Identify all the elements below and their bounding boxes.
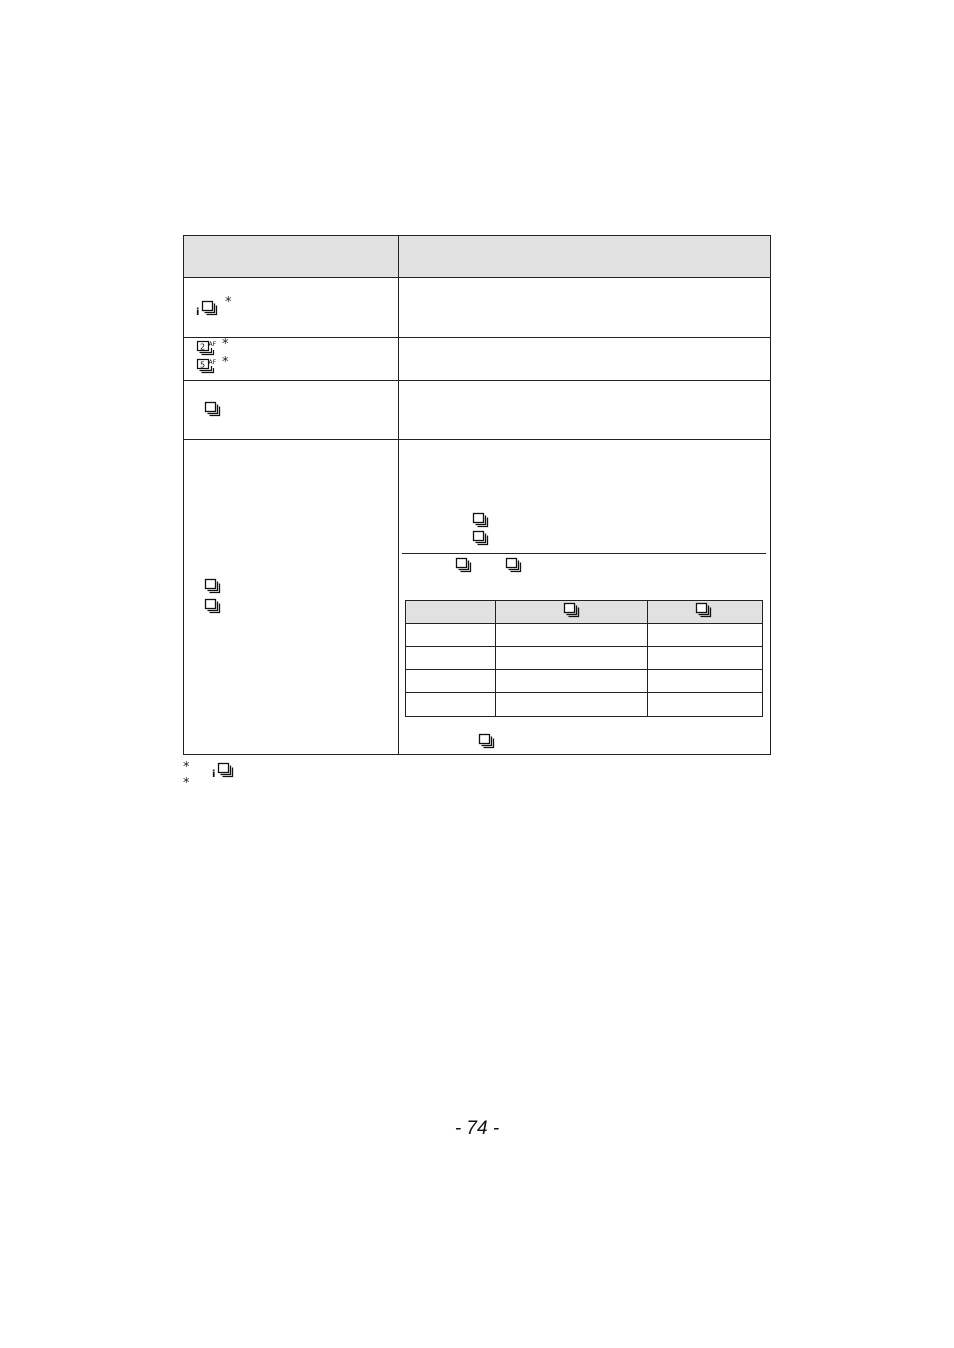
intelligent-burst-icon: [212, 762, 236, 785]
footnote-mark: *: [222, 337, 229, 352]
icon-af: AF: [208, 359, 217, 366]
inner-table-border: [405, 716, 763, 717]
burst-icon: [472, 530, 492, 553]
table-row-divider: [183, 380, 771, 381]
burst-5-af-icon: [196, 357, 220, 380]
table-border-right: [770, 235, 771, 755]
inner-table-border: [405, 646, 763, 647]
burst-icon: [563, 602, 583, 625]
inner-table-border: [495, 600, 496, 717]
table-border-top: [183, 235, 771, 236]
footnote-mark: *: [183, 776, 190, 791]
inner-table-border: [405, 669, 763, 670]
table-row-divider: [183, 439, 771, 440]
table-column-divider: [398, 235, 399, 755]
footnote-mark: *: [222, 355, 229, 370]
icon-af: AF: [208, 341, 217, 348]
icon-letter-i: i: [196, 307, 200, 318]
inner-table-border: [647, 600, 648, 717]
inner-table-border: [405, 600, 763, 601]
table-border-bottom: [183, 754, 771, 755]
intelligent-burst-icon: [196, 300, 220, 323]
burst-icon: [505, 557, 525, 580]
burst-icon: [204, 401, 224, 424]
icon-digit: 2: [200, 342, 206, 352]
icon-digit: 5: [200, 360, 206, 370]
table-row-divider: [183, 337, 771, 338]
note-separator: [402, 553, 766, 554]
icon-letter-i: i: [212, 769, 216, 780]
page-number: - 74 -: [454, 1118, 500, 1139]
burst-icon: [695, 602, 715, 625]
burst-icon: [478, 733, 498, 756]
burst-icon: [455, 557, 475, 580]
footnote-mark: *: [183, 760, 190, 775]
inner-table-border: [405, 692, 763, 693]
table-row-divider: [183, 277, 771, 278]
table-border-left: [183, 235, 184, 755]
inner-table-border: [762, 600, 763, 717]
inner-table-border: [405, 600, 406, 717]
footnote-mark: *: [225, 295, 232, 310]
table-header: [183, 236, 770, 277]
burst-icon: [204, 598, 224, 621]
